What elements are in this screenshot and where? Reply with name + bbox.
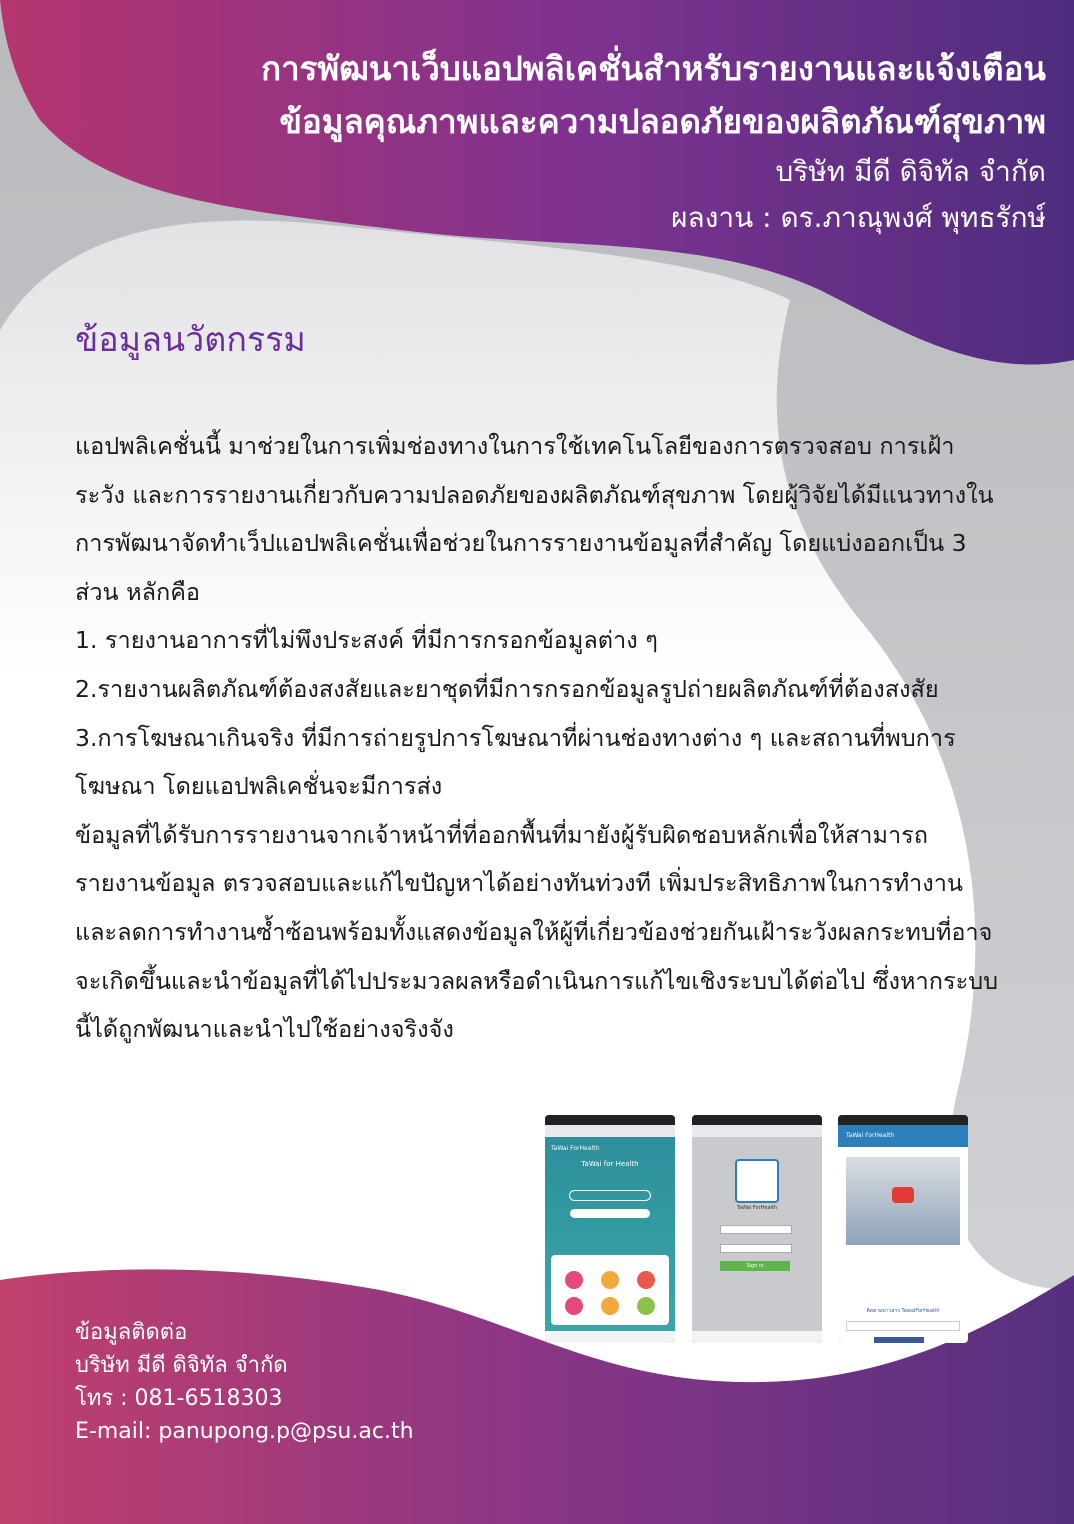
menu-icon [601,1271,619,1289]
phone-screenshot-home [545,1115,675,1343]
home-screen [545,1137,675,1331]
contact-phone: โทร : 081-6518303 [75,1386,283,1411]
password-field [720,1244,792,1253]
contact-company: บริษัท มีดี ดิจิทัล จำกัด [75,1353,288,1378]
document-title [36,42,1046,148]
menu-icon [637,1271,655,1289]
status-bar [838,1115,968,1125]
username-field [720,1225,792,1234]
contact-info [75,1316,414,1448]
browser-nav-bar [692,1331,822,1343]
home-button-2 [570,1209,650,1218]
url-bar [692,1125,822,1137]
login-screen [692,1137,822,1331]
news-label: ติดตามข่าวสาร TawaiForHealth [866,1308,940,1314]
intro-paragraph: แอปพลิเคชั่นนี้ มาช่วยในการเพิ่มช่องทางในการใช้เทคโนโลยีของการตรวจสอบ การเฝ้าระวัง และการรายงานเกี่ยวกับความปลอดภัยของผลิตภัณฑ์สุขภาพ โดยผู้วิจัยได้มีแนวทางในการพัฒนาจัดทำเว็ปแอปพลิเคชั่นเพื่อช่วยในการรายงานข้อมูลที่สำคัญ โดยแบ่งออกเป็น 3 ส่วน หลักคือ [75,432,994,606]
phone-screenshot-news [838,1115,968,1343]
list-item-2: 2.รายงานผลิตภัณฑ์ต้องสงสัยและยาชุดที่มีการกรอกข้อมูลรูปถ่ายผลิตภัณฑ์ที่ต้องสงสัย [75,674,939,703]
title-line-2: ข้อมูลคุณภาพและความปลอดภัยของผลิตภัณฑ์สุขภาพ [279,102,1046,141]
company-name: บริษัท มีดี ดิจิทัล จำกัด [775,155,1046,188]
news-screen [838,1125,968,1343]
video-thumbnail [846,1157,960,1245]
innovation-description [75,422,1000,1054]
brand-label: TaWai ForHealth [551,1145,600,1152]
section-heading: ข้อมูลนวัตกรรม [75,320,306,360]
app-logo [735,1159,779,1203]
menu-icon [637,1297,655,1315]
contact-label: ข้อมูลติดต่อ [75,1320,188,1345]
phone-screenshot-login [692,1115,822,1343]
brand-label: TaWai ForHealth [736,1205,778,1211]
list-item-1: 1. รายงานอาการที่ไม่พึงประสงค์ ที่มีการกรอกข้อมูลต่าง ๆ [75,626,658,655]
share-buttons [874,1337,924,1343]
brand-label: TaWai ForHealth [846,1132,895,1139]
search-field [846,1321,960,1331]
status-bar [692,1115,822,1125]
browser-nav-bar [545,1331,675,1343]
closing-paragraph: ข้อมูลที่ได้รับการรายงานจากเจ้าหน้าที่ที่ออกพื้นที่มายังผู้รับผิดชอบหลักเพื่อให้สามารถรายงานข้อมูล ตรวจสอบและแก้ไขปัญหาได้อย่างทันท่วงที เพิ่มประสิทธิภาพในการทำงานและลดการทำงานซ้ำซ้อนพร้อมทั้งแสดงข้อมูลให้ผู้ที่เกี่ยวข้องช่วยกันเฝ้าระวังผลกระทบที่อาจจะเกิดขึ้นและนำข้อมูลที่ได้ไปประมวลผลหรือดำเนินการแก้ไขเชิงระบบได้ต่อไป ซึ่งหากระบบนี้ได้ถูกพัฒนาและนำไปใช้อย่างจริงจัง [75,820,999,1044]
list-item-3: 3.การโฆษณาเกินจริง ที่มีการถ่ายรูปการโฆษณาที่ผ่านช่องทางต่าง ๆ และสถานที่พบการโฆษณา โดยแอปพลิเคชั่นจะมีการส่ง [75,723,956,801]
home-button-1 [569,1190,651,1201]
home-heading: TaWai for Health [581,1160,639,1168]
app-header [838,1125,968,1147]
menu-icon [565,1271,583,1289]
author-credit: ผลงาน : ดร.ภาณุพงศ์ พุทธรักษ์ [671,201,1046,234]
menu-icon [601,1297,619,1315]
url-bar [545,1125,675,1137]
play-icon [892,1187,914,1203]
contact-email: E-mail: panupong.p@psu.ac.th [75,1419,414,1444]
title-line-1: การพัฒนาเว็บแอปพลิเคชั่นสำหรับรายงานและแจ้งเตือน [261,49,1046,88]
menu-panel [551,1255,669,1325]
status-bar [545,1115,675,1125]
menu-icon [565,1297,583,1315]
sign-in-button: Sign in [720,1261,790,1271]
